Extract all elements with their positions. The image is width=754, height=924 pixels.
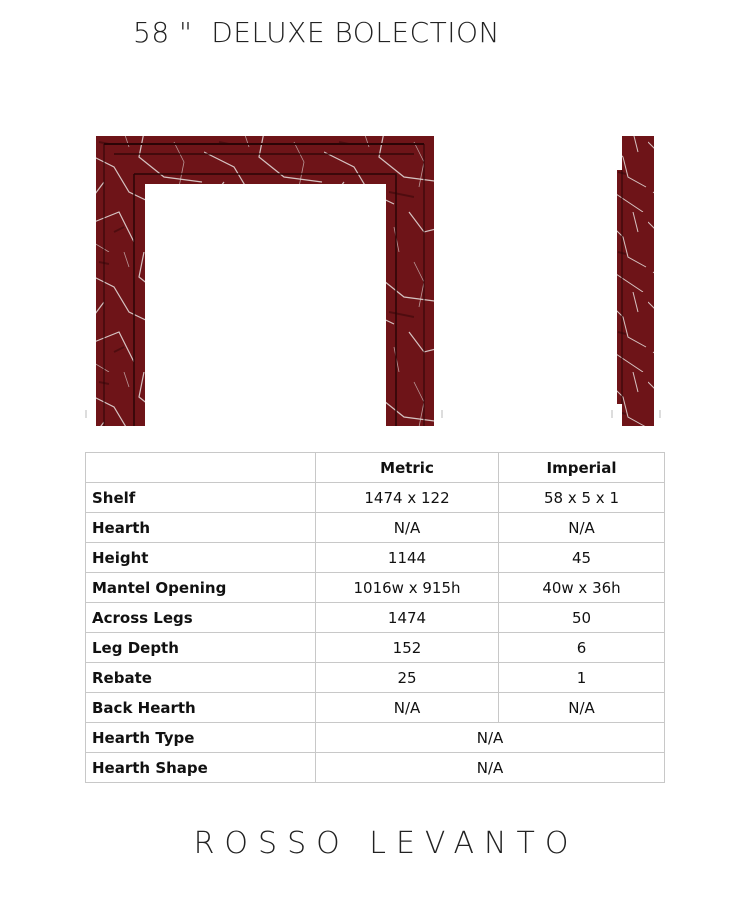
row-label: Shelf	[86, 483, 316, 513]
metric-value: 1144	[316, 543, 499, 573]
metric-value: 1016w x 915h	[316, 573, 499, 603]
metric-value: 1474 x 122	[316, 483, 499, 513]
row-label: Across Legs	[86, 603, 316, 633]
table-row	[86, 693, 665, 723]
row-label: Rebate	[86, 663, 316, 693]
table-row	[86, 543, 665, 573]
table-header-metric: Metric	[316, 453, 499, 483]
imperial-value: 45	[499, 543, 665, 573]
metric-value: 25	[316, 663, 499, 693]
table-row	[86, 513, 665, 543]
table-row	[86, 483, 665, 513]
row-label: Back Hearth	[86, 693, 316, 723]
row-label: Hearth Type	[86, 723, 316, 753]
table-row	[86, 573, 665, 603]
metric-value: 1474	[316, 603, 499, 633]
imperial-value: 40w x 36h	[499, 573, 665, 603]
table-row	[86, 633, 665, 663]
specifications-table	[85, 452, 665, 783]
row-label: Leg Depth	[86, 633, 316, 663]
merged-value: N/A	[316, 723, 665, 753]
fireplace-front-view	[84, 132, 444, 428]
row-label: Hearth Shape	[86, 753, 316, 783]
imperial-value: N/A	[499, 693, 665, 723]
imperial-value: 50	[499, 603, 665, 633]
table-row	[86, 723, 665, 753]
table-header-row	[86, 453, 665, 483]
table-row	[86, 753, 665, 783]
material-name-text: ROSSO LEVANTO	[193, 826, 579, 861]
table-header-empty	[86, 453, 316, 483]
page-title: 58 " DELUXE BOLECTION	[133, 16, 501, 49]
table-row	[86, 603, 665, 633]
merged-value: N/A	[316, 753, 665, 783]
metric-value: N/A	[316, 693, 499, 723]
imperial-value: 1	[499, 663, 665, 693]
row-label: Mantel Opening	[86, 573, 316, 603]
fireplace-side-view	[608, 132, 670, 428]
imperial-value: 58 x 5 x 1	[499, 483, 665, 513]
metric-value: 152	[316, 633, 499, 663]
table-header-imperial: Imperial	[499, 453, 665, 483]
row-label: Height	[86, 543, 316, 573]
table-row	[86, 663, 665, 693]
imperial-value: 6	[499, 633, 665, 663]
imperial-value: N/A	[499, 513, 665, 543]
material-name	[0, 826, 754, 861]
row-label: Hearth	[86, 513, 316, 543]
metric-value: N/A	[316, 513, 499, 543]
